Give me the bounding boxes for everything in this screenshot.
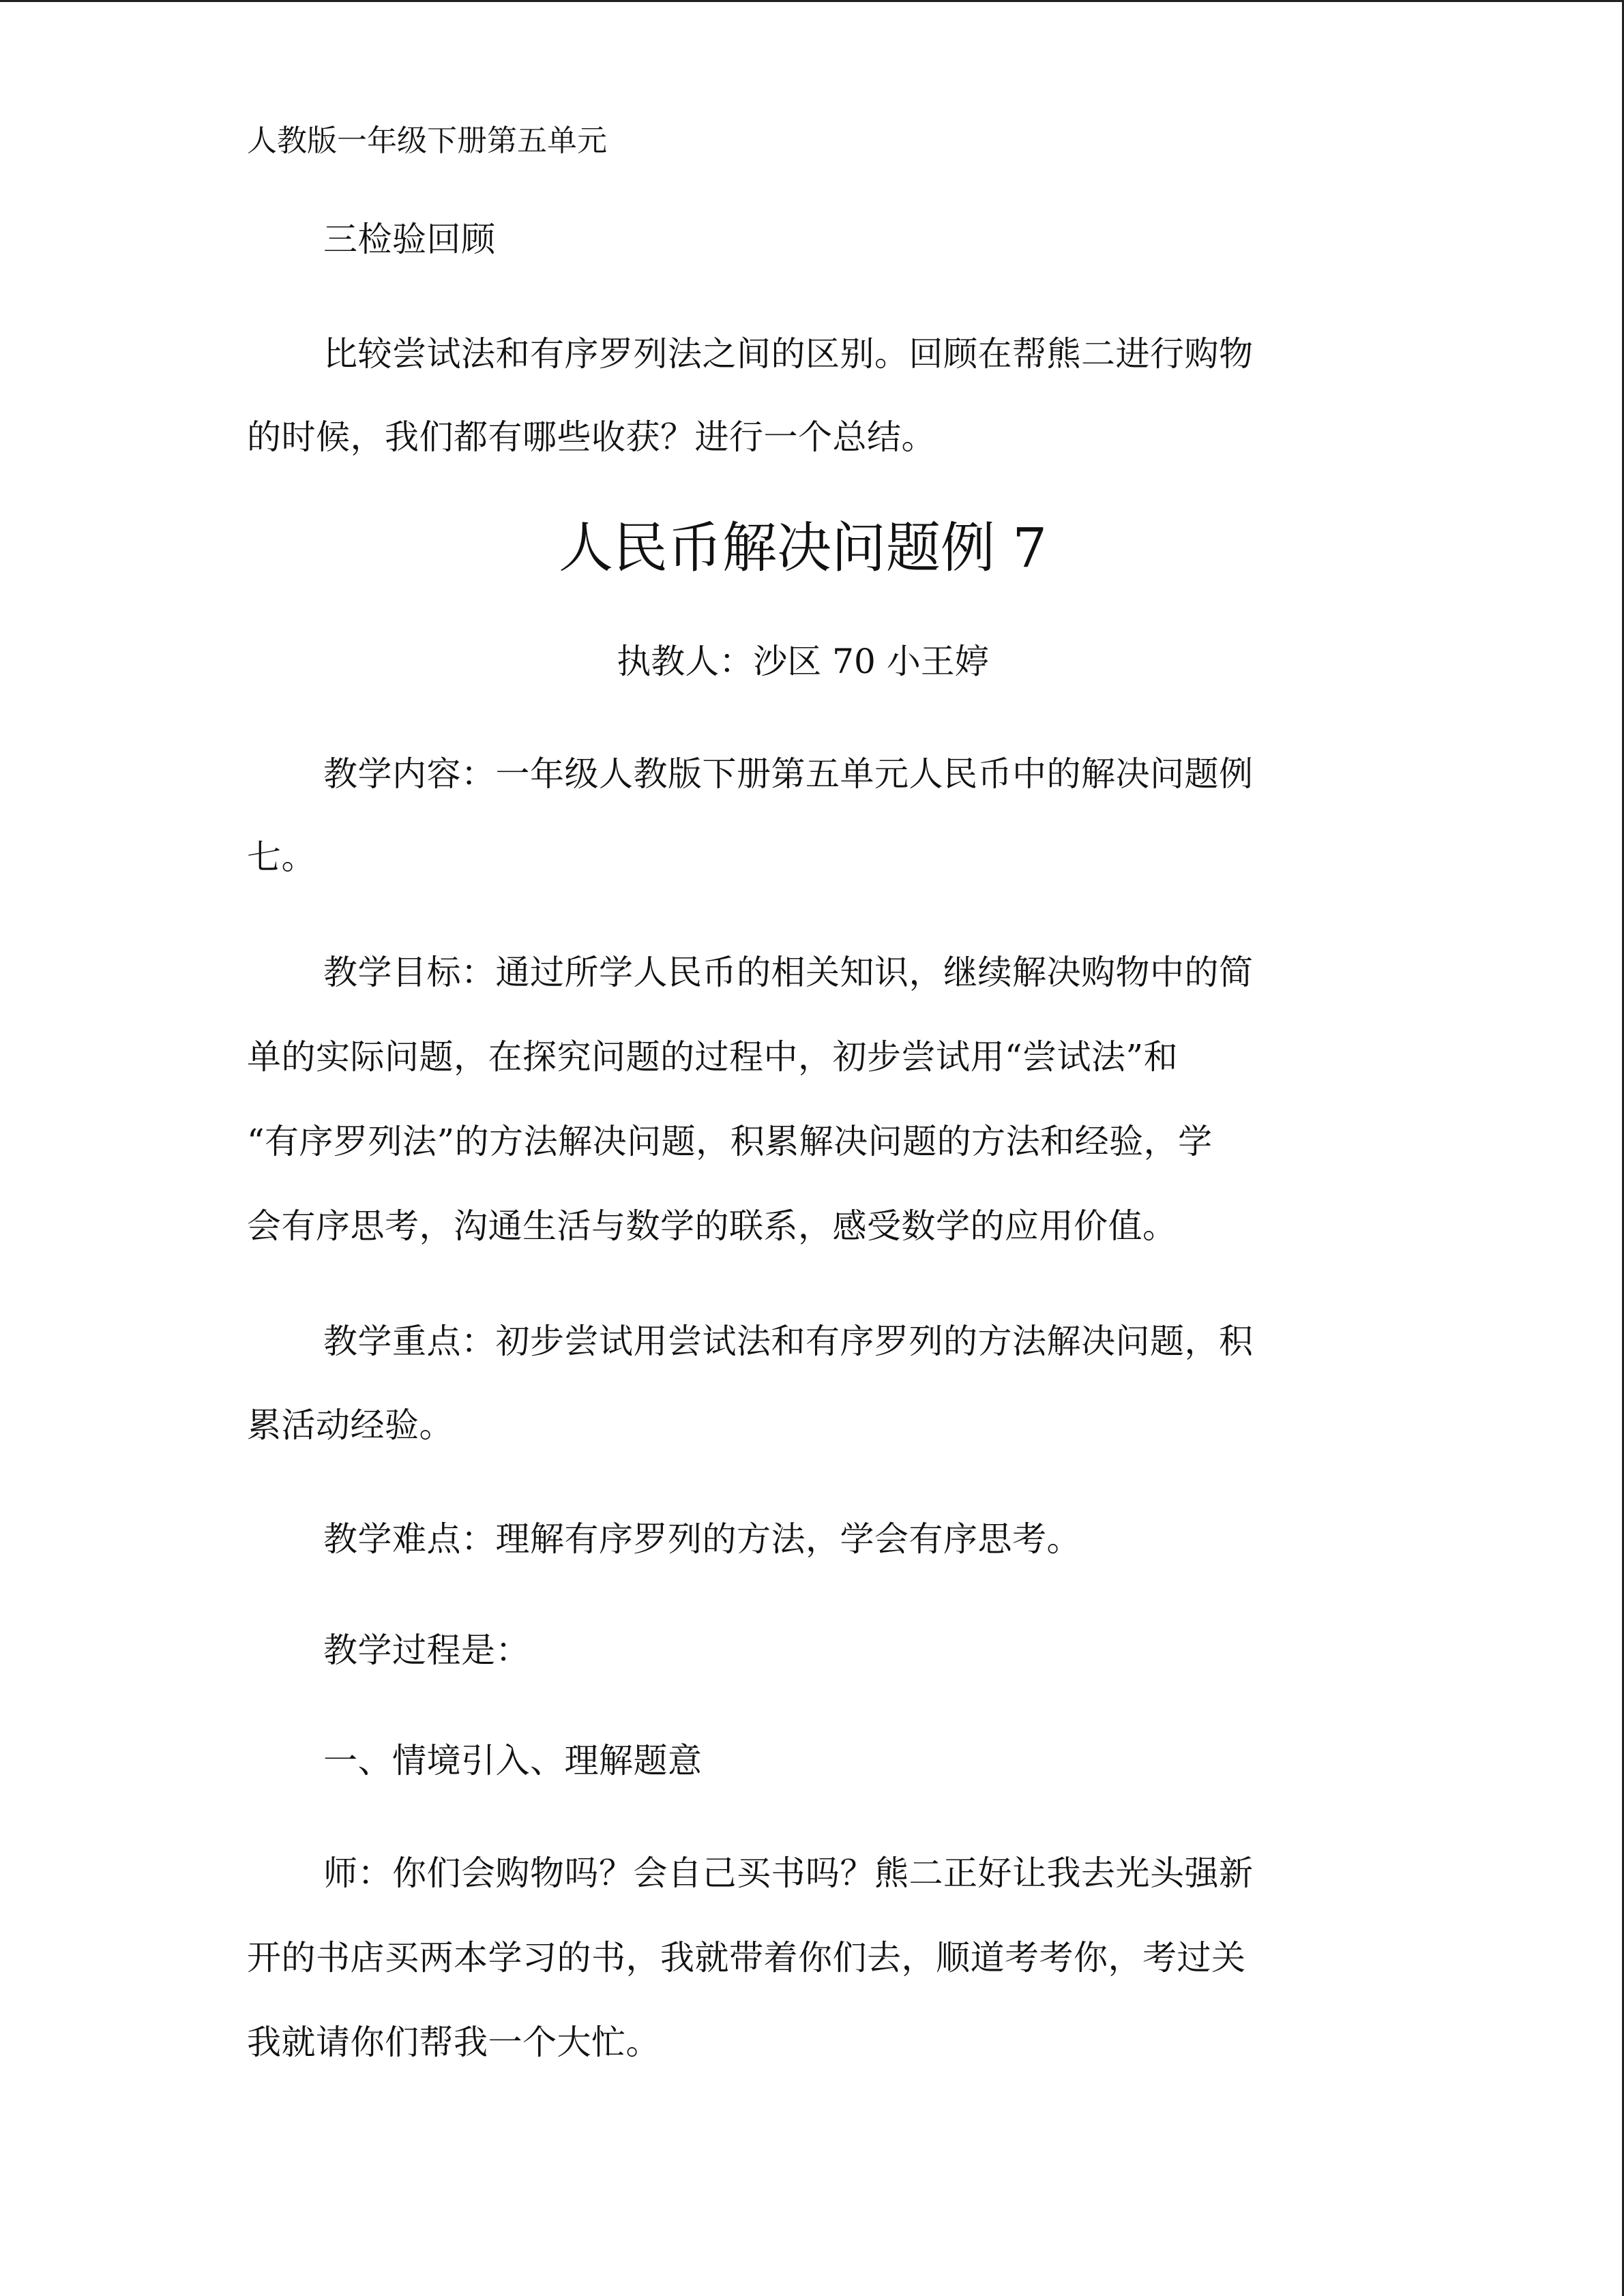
paragraph-line: 会有序思考，沟通生活与数学的联系，感受数学的应用价值。	[247, 1206, 1177, 1246]
document-header: 人教版一年级下册第五单元	[247, 123, 607, 158]
paragraph-line: 我就请你们帮我一个大忙。	[247, 2023, 660, 2062]
paragraph-line: 单的实际问题，在探究问题的过程中，初步尝试用“尝试法”和	[247, 1037, 1179, 1077]
paragraph-line: 教学重点：初步尝试用尝试法和有序罗列的方法解决问题，积	[323, 1322, 1254, 1361]
paragraph-line: 教学目标：通过所学人民币的相关知识，继续解决购物中的简	[323, 953, 1254, 992]
document-title: 人民币解决问题例 7	[558, 516, 1048, 580]
section-heading: 三检验回顾	[323, 220, 496, 259]
paragraph-line: 师：你们会购物吗？会自己买书吗？熊二正好让我去光头强新	[323, 1853, 1254, 1893]
paragraph-line: “有序罗列法”的方法解决问题，积累解决问题的方法和经验，学	[247, 1122, 1213, 1161]
paragraph-line: 七。	[247, 837, 316, 877]
page-top-border	[0, 0, 1624, 2]
paragraph-line: 教学过程是：	[323, 1630, 530, 1670]
document-author: 执教人：沙区 70 小王婷	[617, 642, 989, 681]
paragraph-line: 的时候，我们都有哪些收获？进行一个总结。	[247, 417, 936, 457]
section-heading: 一、情境引入、理解题意	[323, 1741, 703, 1780]
paragraph-line: 教学难点：理解有序罗列的方法，学会有序思考。	[323, 1519, 1081, 1559]
paragraph-line: 开的书店买两本学习的书，我就带着你们去，顺道考考你，考过关	[247, 1938, 1246, 1978]
paragraph-line: 教学内容：一年级人教版下册第五单元人民币中的解决问题例	[323, 754, 1254, 794]
paragraph-line: 累活动经验。	[247, 1405, 454, 1445]
paragraph-line: 比较尝试法和有序罗列法之间的区别。回顾在帮熊二进行购物	[323, 334, 1254, 374]
